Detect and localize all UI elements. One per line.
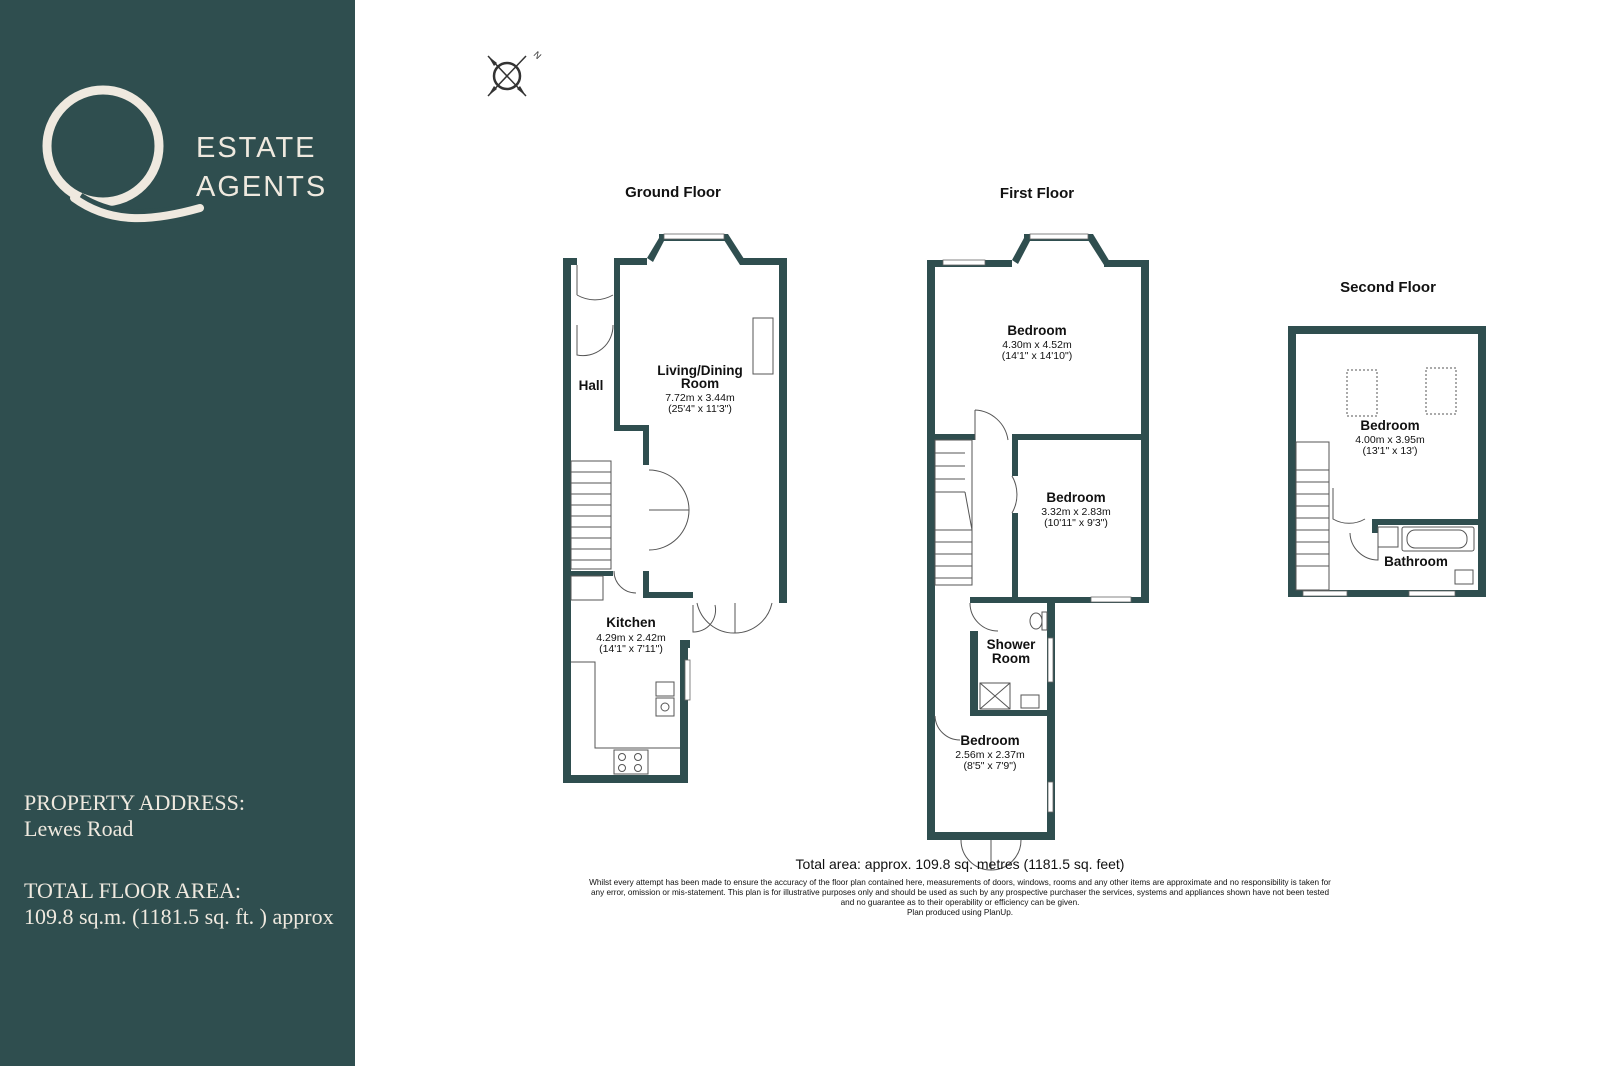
room-bedroom-middle-name: Bedroom (1046, 490, 1106, 505)
room-hall-name: Hall (578, 378, 604, 393)
brand-line-estate: ESTATE (196, 132, 317, 164)
address-label: PROPERTY ADDRESS: (24, 790, 245, 815)
room-bedroom-loft-dim-ft: (13'1" x 13') (1362, 445, 1418, 457)
disclaimer-line: and no guarantee as to their operability or efficiency can be given. (840, 898, 1080, 907)
second-floor-title: Second Floor (1340, 279, 1436, 296)
room-bedroom-rear-name: Bedroom (960, 733, 1020, 748)
room-bedroom-rear-dim-m: 2.56m x 2.37m (955, 749, 1025, 761)
compass-n-label: N (531, 49, 544, 62)
room-shower-name-1: Shower (986, 637, 1036, 652)
room-kitchen-dim-m: 4.29m x 2.42m (596, 632, 666, 644)
room-bedroom-front-dim-m: 4.30m x 4.52m (1002, 339, 1072, 351)
room-living-dim-ft: (25'4" x 11'3") (668, 403, 732, 415)
room-living-dim-m: 7.72m x 3.44m (665, 392, 735, 404)
room-living-name-1: Living/Dining (657, 363, 743, 378)
q-logo-icon (38, 82, 208, 227)
room-bathroom-name: Bathroom (1384, 554, 1448, 569)
room-bedroom-loft-dim-m: 4.00m x 3.95m (1355, 434, 1425, 446)
room-living-name-2: Room (680, 376, 720, 391)
brand-sidebar (0, 0, 355, 1066)
room-bedroom-loft-name: Bedroom (1360, 418, 1420, 433)
total-area-text: Total area: approx. 109.8 sq. metres (1181.5 sq. feet) (795, 856, 1125, 872)
disclaimer-line: Whilst every attempt has been made to ensure the accuracy of the floor plan contained here, measurements of doors, windows, rooms and any other items are approximate and no responsibility is taken for (589, 878, 1331, 887)
first-floor-title: First Floor (999, 185, 1075, 202)
floor-area-label: TOTAL FLOOR AREA: (24, 878, 242, 903)
disclaimer (585, 878, 1335, 918)
room-kitchen-name: Kitchen (606, 615, 656, 630)
ground-floor-title: Ground Floor (625, 184, 721, 201)
room-shower-name-2: Room (991, 651, 1031, 666)
room-bedroom-front-dim-ft: (14'1" x 14'10") (1001, 350, 1073, 362)
ground-floor-plan (563, 234, 787, 783)
room-bedroom-middle-dim-m: 3.32m x 2.83m (1041, 506, 1111, 518)
disclaimer-line: Plan produced using PlanUp. (906, 908, 1014, 917)
room-bedroom-middle-dim-ft: (10'11" x 9'3") (1044, 517, 1108, 529)
disclaimer-line: any error, omission or mis-statement. This plan is for illustrative purposes only and should be used as such by any prospective purchaser the services, systems and appliances shown have not been tested (590, 888, 1330, 897)
compass-north-icon (488, 49, 543, 96)
brand-line-agents: AGENTS (196, 171, 328, 203)
room-bedroom-rear-dim-ft: (8'5" x 7'9") (963, 760, 1017, 772)
room-kitchen-dim-ft: (14'1" x 7'11") (599, 643, 663, 655)
room-bedroom-front-name: Bedroom (1007, 323, 1067, 338)
address-value: Lewes Road (24, 816, 134, 841)
floor-area-value: 109.8 sq.m. (1181.5 sq. ft. ) approx (24, 904, 334, 929)
